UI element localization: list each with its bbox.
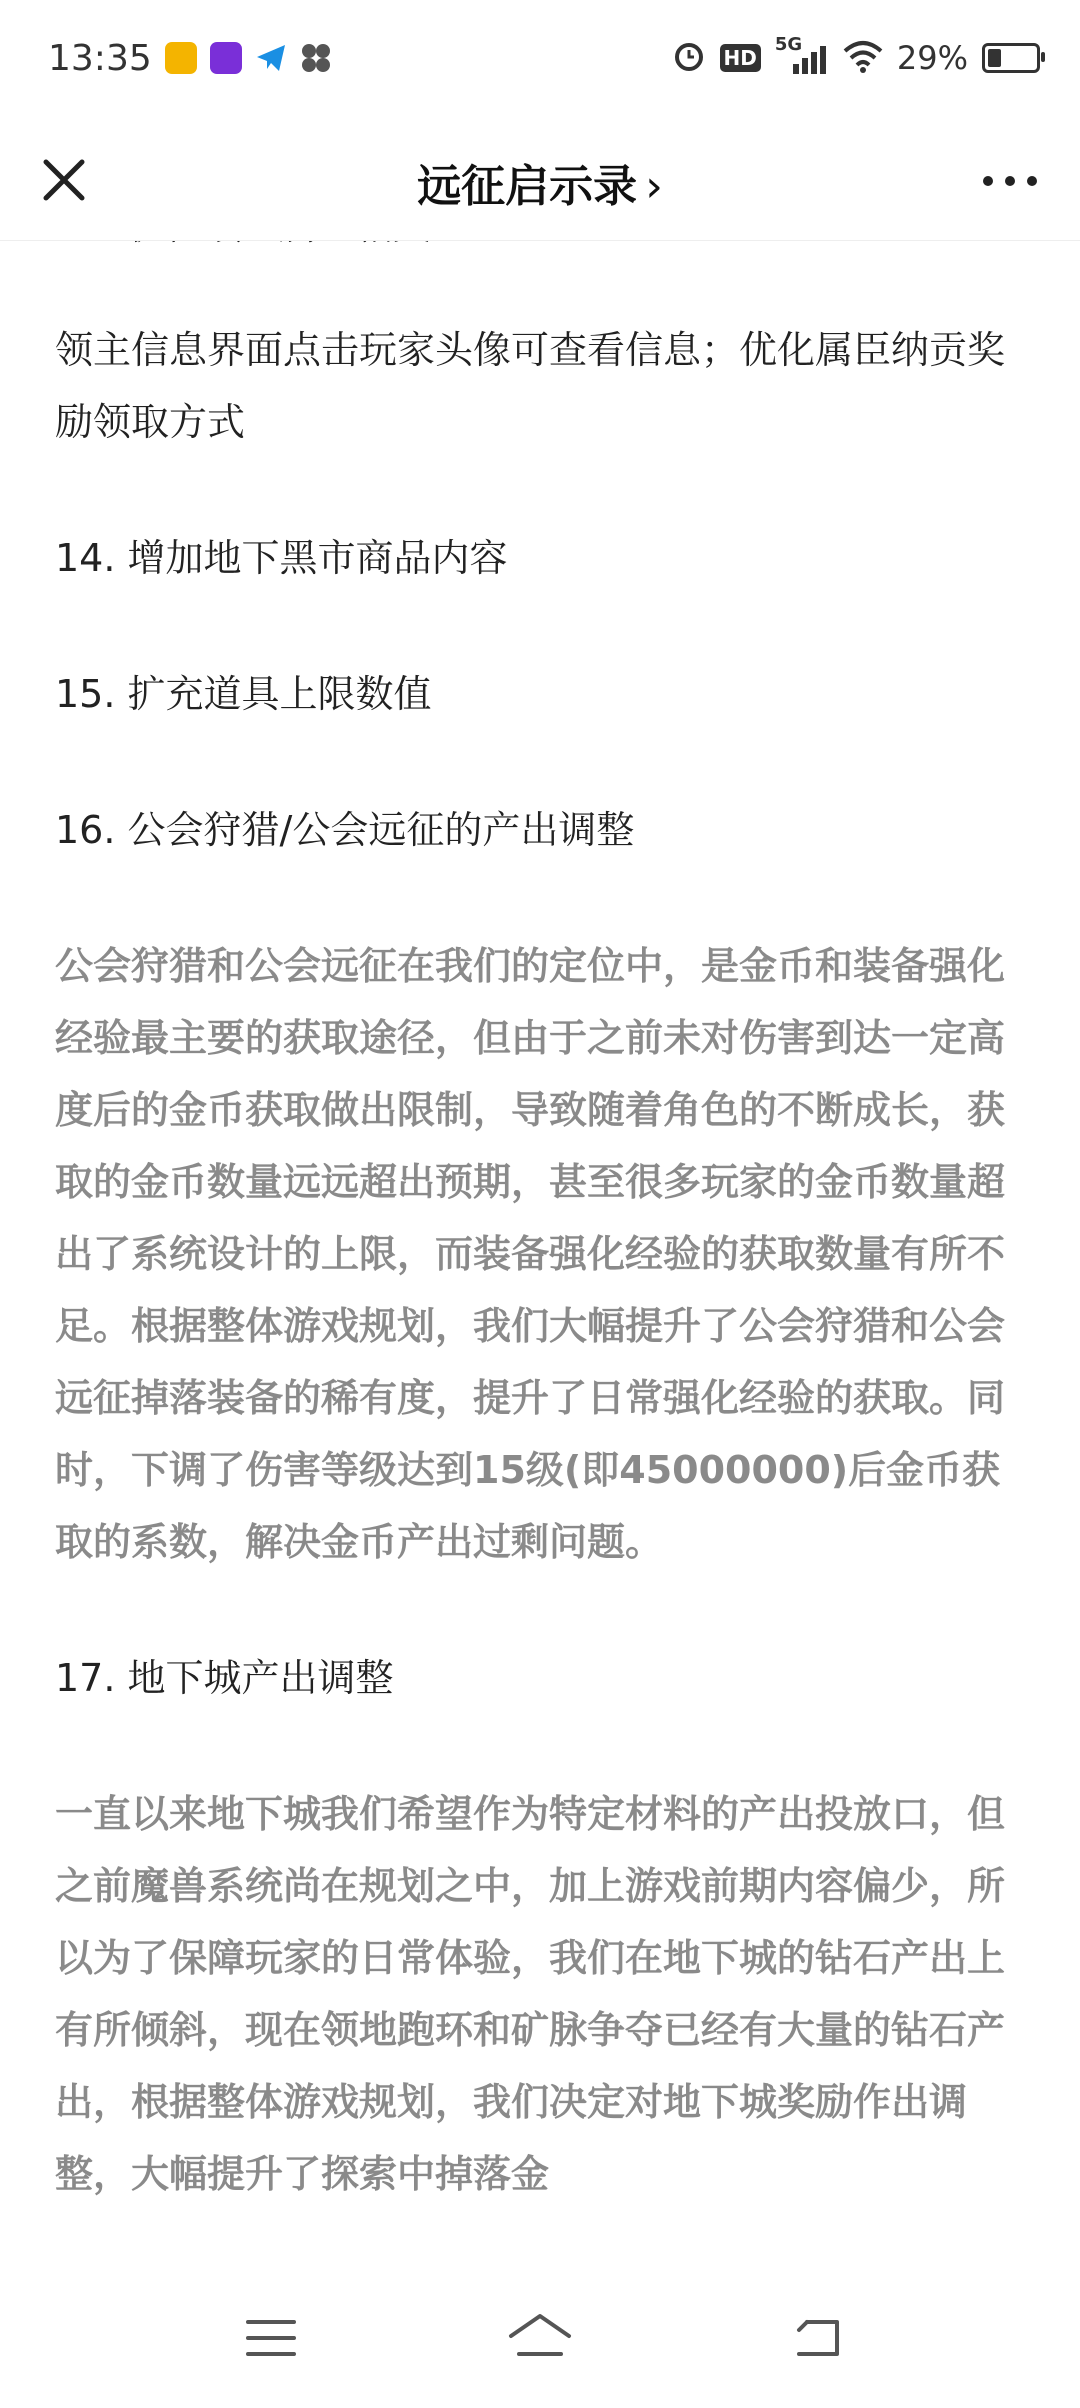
section-heading-17: 17. 地下城产出调整 xyxy=(55,1656,394,1700)
section-heading-15: 15. 扩充道具上限数值 xyxy=(55,672,432,716)
system-nav-bar xyxy=(0,2270,1080,2408)
account-name[interactable]: 远征启示录 xyxy=(417,161,638,212)
back-icon[interactable] xyxy=(785,2308,855,2368)
article-body xyxy=(55,190,1025,2270)
section-13-body: 领主信息界面点击玩家头像可查看信息；优化属臣纳贡奖励领取方式 xyxy=(55,328,1006,444)
status-time: 13:35 xyxy=(48,38,152,79)
menu-icon[interactable] xyxy=(236,2308,306,2368)
section-17-body: 一直以来地下城我们希望作为特定材料的产出投放口，但之前魔兽系统尚在规划之中，加上游戏前期内容偏少，所以为了保障玩家的日常体验，我们在地下城的钻石产出上有所倾斜，现在领地跑环和矿脉争夺已经有大量的钻石产出，根据整体游戏规划，我们决定对地下城奖励作出调整，大幅提升了探索中掉落金 xyxy=(55,1792,1006,2196)
section-heading-14: 14. 增加地下黑市商品内容 xyxy=(55,536,508,580)
network-type: 5G xyxy=(774,34,803,55)
article-header xyxy=(0,120,1080,241)
home-icon[interactable] xyxy=(505,2308,575,2368)
battery-percent: 29% xyxy=(896,39,968,77)
section-heading-16: 16. 公会狩猎/公会远征的产出调整 xyxy=(55,808,635,852)
more-icon[interactable] xyxy=(980,166,1040,196)
hd-icon: HD xyxy=(720,44,761,72)
section-16-body: 公会狩猎和公会远征在我们的定位中，是金币和装备强化经验最主要的获取途径，但由于之前未对伤害到达一定高度后的金币获取做出限制，导致随着角色的不断成长，获取的金币数量远远超出预期，甚至很多玩家的金币数量超出了系统设计的上限，而装备强化经验的获取数量有所不足。根据整体游戏规划，我们大幅提升了公会狩猎和公会远征掉落装备的稀有度，提升了日常强化经验的获取。同时，下调了伤害等级达到15级(即45000000)后金币获取的系数，解决金币产出过剩问题。 xyxy=(55,944,1006,1564)
chevron-right-icon: › xyxy=(645,161,663,212)
account-title[interactable] xyxy=(0,150,1080,214)
